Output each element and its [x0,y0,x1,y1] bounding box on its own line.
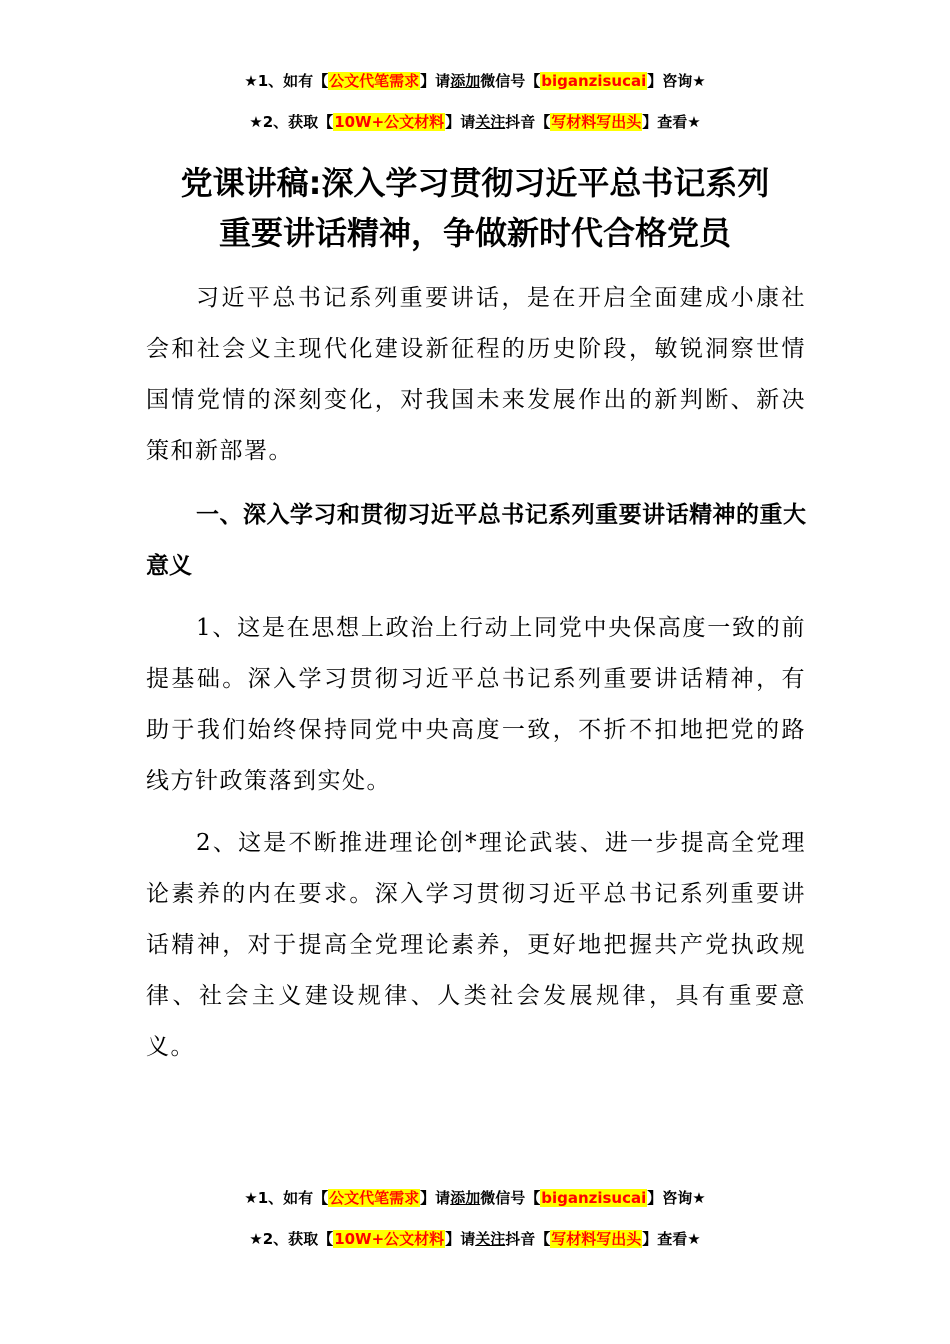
promo-text: 】查看★ [642,1230,701,1248]
promo-text: 】请 [420,72,451,90]
promo-text: 】咨询★ [647,1189,706,1207]
intro-paragraph: 习近平总书记系列重要讲话，是在开启全面建成小康社会和社会义主现代化建设新征程的历史阶段，敏锐洞察世情国情党情的深刻变化，对我国未来发展作出的新判断、新决策和新部署。 [146,285,806,464]
promo-highlight: biganzisucai [541,72,647,90]
promo-text: 】请 [445,113,476,131]
body-paragraph: 1、这是在思想上政治上行动上同党中央保高度一致的前提基础。深入学习贯彻习近平总书记系列重要讲话精神，有助于我们始终保持同党中央高度一致，不折不扣地把党的路线方针政策落到实处。 [146,615,806,794]
promo-text: 】查看★ [642,113,701,131]
document-title [100,158,850,258]
promo-emphasis: 添加 [450,72,481,90]
promo-text: 微信号【 [480,72,541,90]
promo-emphasis: 关注 [475,1230,506,1248]
section-heading: 一、深入学习和贯彻习近平总书记系列重要讲话精神的重大意义 [146,502,806,579]
promo-highlight: 写材料写出头 [551,113,642,131]
promo-text: 】请 [420,1189,451,1207]
promo-text: 】请 [445,1230,476,1248]
promo-highlight: 公文代笔需求 [329,72,420,90]
promo-highlight: 10W+公文材料 [334,1230,445,1248]
promo-text: 微信号【 [480,1189,541,1207]
promo-text: ★1、如有【 [244,72,329,90]
promo-line-2 [0,111,950,133]
promo-emphasis: 关注 [475,113,506,131]
promo-highlight: 公文代笔需求 [329,1189,420,1207]
promo-text: ★2、获取【 [249,1230,334,1248]
promo-highlight: 10W+公文材料 [334,113,445,131]
promo-line-1 [0,70,950,92]
title-line: 党课讲稿:深入学习贯彻习近平总书记系列 [180,164,770,202]
promo-text: 抖音【 [505,113,551,131]
promo-text: 抖音【 [505,1230,551,1248]
promo-line-2-footer [0,1228,950,1250]
promo-text: ★2、获取【 [249,113,334,131]
title-line: 重要讲话精神，争做新时代合格党员 [218,214,731,252]
promo-text: ★1、如有【 [244,1189,329,1207]
body-paragraph: 2、这是不断推进理论创*理论武装、进一步提高全党理论素养的内在要求。深入学习贯彻习近平总书记系列重要讲话精神，对于提高全党理论素养，更好地把握共产党执政规律、社会主义建设规律、人类社会发展规律，具有重要意义。 [146,830,806,1060]
promo-highlight: 写材料写出头 [551,1230,642,1248]
promo-text: 】咨询★ [647,72,706,90]
promo-line-1-footer [0,1187,950,1209]
promo-highlight: biganzisucai [541,1189,647,1207]
promo-emphasis: 添加 [450,1189,481,1207]
